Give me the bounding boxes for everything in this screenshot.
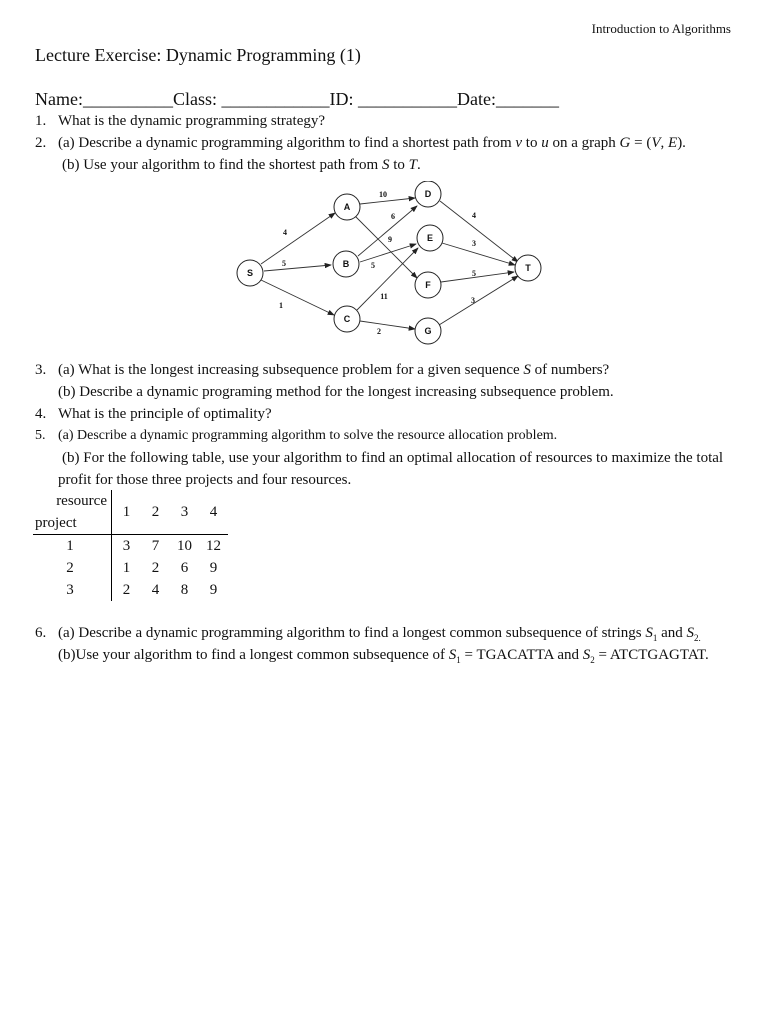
question-5b-line1 (62, 450, 723, 467)
table-cell: 9 (209, 581, 218, 598)
weight-c-g: 2 (377, 327, 381, 336)
question-5a (35, 428, 557, 444)
weight-f-t: 5 (472, 269, 476, 278)
table-cell: 2 (122, 581, 131, 598)
table-cell: 4 (151, 581, 160, 598)
question-5b-line2 (58, 472, 351, 489)
table-cell: 3 (122, 537, 131, 554)
question-text: = ATCTGAGTAT. (594, 647, 709, 663)
node-a: A (343, 202, 351, 212)
class-blank: ____________ (221, 89, 330, 109)
graph-node-labels (247, 189, 531, 336)
question-text: (a) Describe a dynamic programming algorithm to find a shortest path from (58, 135, 516, 151)
graph-svg (233, 181, 545, 347)
table-cell: 9 (209, 559, 218, 576)
table-row (33, 557, 228, 579)
var-s2: S (582, 647, 591, 663)
shortest-path-graph (233, 181, 545, 347)
question-text: = TGACATTA and (460, 647, 583, 663)
weight-a-f: 9 (388, 235, 392, 244)
question-number: 6. (35, 625, 47, 641)
question-text: of numbers? (530, 362, 610, 378)
course-header: Introduction to Algorithms (591, 21, 731, 36)
node-c: C (343, 314, 351, 324)
subscript: 1 (456, 655, 461, 665)
project-number: 2 (33, 557, 112, 579)
resource-label: resource (33, 490, 112, 512)
weight-s-c: 1 (279, 301, 283, 310)
var-v-set: V (651, 135, 661, 151)
question-text: , (660, 135, 669, 151)
edge-s-b (264, 265, 331, 271)
table-header-row (33, 490, 228, 512)
table-cell: 2 (151, 559, 160, 576)
edge-f-t (441, 272, 514, 282)
project-number: 3 (33, 579, 112, 601)
subscript: 1 (652, 633, 658, 643)
weight-d-t: 4 (472, 211, 476, 220)
question-text: (b)Use your algorithm to find a longest common subsequence of (58, 647, 449, 663)
table-cell: 10 (177, 537, 192, 554)
class-label: Class: (172, 89, 222, 109)
question-text: (a) What is the longest increasing subsequence problem for a given sequence (58, 362, 524, 378)
var-v: v (515, 135, 523, 151)
question-6a (35, 625, 701, 643)
question-text: (a) Describe a dynamic programming algorithm to find a longest common subsequence of strings (58, 625, 646, 641)
subscript: 2 (590, 655, 595, 665)
question-text: to (389, 157, 409, 173)
question-text: to (522, 135, 542, 151)
column-header: 1 (112, 490, 142, 535)
node-g: G (424, 326, 432, 336)
node-f: F (425, 280, 431, 290)
graph-edges (261, 198, 518, 329)
var-e-set: E (668, 135, 678, 151)
var-s2: S (686, 625, 695, 641)
question-4 (35, 406, 272, 423)
weight-a-e: 6 (391, 212, 395, 221)
question-number: 1. (35, 113, 47, 129)
edge-g-t (439, 276, 518, 325)
graph-edge-weights (279, 190, 476, 336)
edge-c-g (360, 321, 415, 329)
resource-table (33, 490, 228, 601)
column-header: 3 (170, 490, 199, 535)
question-text: What is the principle of optimality? (58, 406, 272, 422)
question-text: (a) Describe a dynamic programming algorithm to solve the resource allocation problem. (58, 428, 558, 443)
question-6b (58, 647, 709, 665)
weight-s-a: 4 (283, 228, 287, 237)
question-number: 3. (35, 362, 47, 378)
edge-d-t (440, 201, 518, 262)
node-b: B (342, 259, 350, 269)
page-title: Lecture Exercise: Dynamic Programming (1) (35, 45, 361, 65)
question-text: on a graph (548, 135, 620, 151)
var-s1: S (448, 647, 457, 663)
var-t: T (408, 157, 417, 173)
weight-e-t: 3 (472, 239, 476, 248)
column-header: 4 (199, 490, 228, 535)
question-text: profit for those three projects and four resources. (58, 472, 352, 488)
id-label: ID: (329, 89, 358, 109)
id-blank: ___________ (358, 89, 457, 109)
column-header: 2 (141, 490, 170, 535)
question-text: What is the dynamic programming strategy? (58, 113, 326, 129)
question-2b (62, 157, 421, 174)
student-info-fields (35, 89, 559, 110)
date-label: Date: (457, 89, 496, 109)
question-1 (35, 113, 325, 130)
question-text: (b) Describe a dynamic programing method for the longest increasing subsequence problem. (58, 384, 614, 400)
edge-e-t (442, 243, 515, 265)
weight-s-b: 5 (282, 259, 286, 268)
question-number: 5. (35, 428, 46, 443)
weight-b-e: 5 (371, 261, 375, 270)
node-e: E (426, 233, 434, 243)
weight-a-d: 10 (379, 190, 387, 199)
question-number: 2. (35, 135, 47, 151)
edge-s-c (261, 280, 334, 315)
project-number: 1 (33, 535, 112, 558)
question-text: ). (677, 135, 686, 151)
name-blank: __________ (82, 89, 173, 109)
edge-s-a (261, 213, 335, 264)
var-g: G (619, 135, 631, 151)
table-cell: 6 (180, 559, 189, 576)
var-s1: S (645, 625, 653, 641)
weight-g-t: 3 (471, 296, 475, 305)
question-number: 4. (35, 406, 47, 422)
var-s: S (381, 157, 390, 173)
question-text: . (416, 157, 421, 173)
table-cell: 7 (151, 537, 160, 554)
table-cell: 12 (206, 537, 221, 554)
question-text: = ( (630, 135, 652, 151)
question-3a (35, 362, 609, 379)
subscript: 2. (694, 633, 701, 643)
node-t: T (525, 263, 531, 273)
node-s: S (246, 268, 254, 278)
var-s: S (523, 362, 531, 378)
question-2a (35, 135, 686, 152)
name-label: Name: (35, 89, 83, 109)
date-blank: _______ (495, 89, 559, 109)
question-text: (b) Use your algorithm to find the shortest path from (62, 157, 382, 173)
table-cell: 1 (122, 559, 131, 576)
question-text: (b) For the following table, use your algorithm to find an optimal allocation of resources to maximize the total (62, 450, 724, 466)
table-row (33, 535, 228, 558)
table-cell: 8 (180, 581, 189, 598)
node-d: D (424, 189, 432, 199)
project-label: project (33, 512, 112, 535)
var-u: u (541, 135, 549, 151)
question-text: and (657, 625, 687, 641)
table-row (33, 579, 228, 601)
edge-a-d (360, 198, 415, 204)
weight-c-e: 11 (380, 292, 388, 301)
question-3b (58, 384, 614, 401)
